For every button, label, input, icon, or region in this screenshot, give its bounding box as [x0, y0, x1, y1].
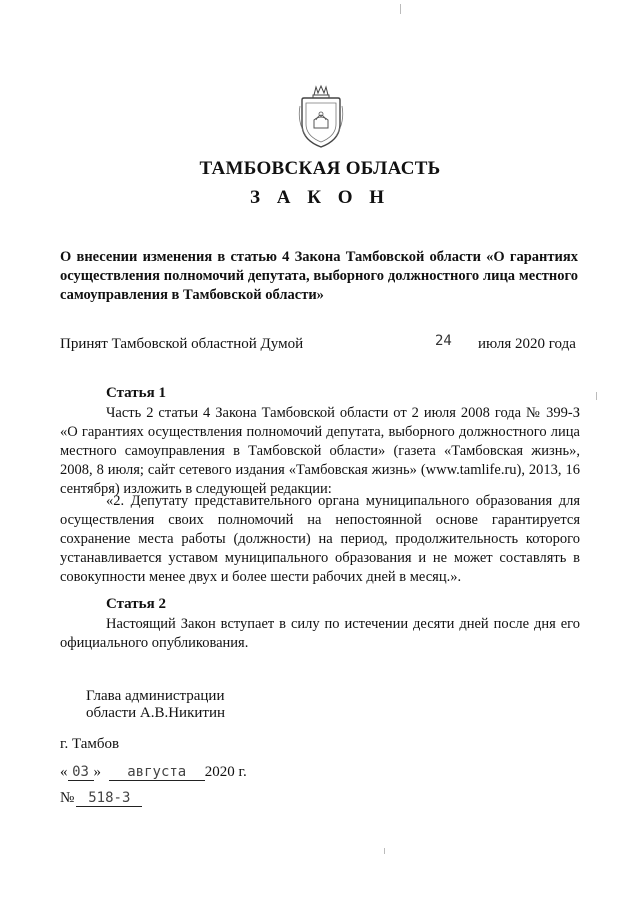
document-type-title: З А К О Н	[249, 187, 391, 208]
signature-line-1: Глава администрации	[86, 688, 225, 704]
coat-of-arms-icon	[296, 84, 346, 150]
article-1-paragraph-2: «2. Депутату представительного органа муниципального образования для осуществления своих полномочий на непостоянной основе гарантируется сохранение места работы (должности) на период, продолжительность которого устанавливается уставом муниципального образования и не может составлять в совокупности менее двух и более шести рабочих дней в месяц.».	[60, 493, 580, 585]
sign-date	[60, 764, 247, 781]
law-subject: О внесении изменения в статью 4 Закона Тамбовской области «О гарантиях осуществления полномочий депутата, выборного должностного лица местного самоуправления в Тамбовской области»	[60, 249, 578, 303]
date-open-quote: «	[60, 764, 68, 780]
date-close-quote: »	[93, 764, 101, 780]
number-value: 518-З	[76, 790, 142, 807]
signature-block	[86, 688, 225, 722]
sign-date-year: 2020 г.	[204, 764, 247, 780]
region-title: ТАМБОВСКАЯ ОБЛАСТЬ	[199, 158, 441, 179]
signature-line-2: области А.В.Никитин	[86, 705, 226, 721]
sign-date-month: августа	[109, 764, 205, 781]
scan-speck	[400, 4, 401, 14]
scan-speck	[596, 392, 597, 400]
law-number	[60, 790, 142, 807]
article-1-paragraph-1: Часть 2 статьи 4 Закона Тамбовской области от 2 июля 2008 года № 399-З «О гарантиях осуществления полномочий депутата, выборного должностного лица местного самоуправления в Тамбовской области» (газета «Тамбовская жизнь», 2008, 8 июля; сайт сетевого издания «Тамбовская жизнь» (www.tamlife.ru), 2013, 16 сентября) изложить в следующей редакции:	[60, 405, 580, 497]
article-2-title: Статья 2	[106, 596, 166, 612]
article-2-paragraph: Настоящий Закон вступает в силу по истечении десяти дней после дня его официального опубликования.	[60, 616, 580, 651]
adopted-text: Принят Тамбовской областной Думой	[60, 336, 304, 352]
city: г. Тамбов	[60, 736, 120, 752]
scan-speck	[384, 848, 385, 854]
number-label: №	[60, 790, 75, 806]
adopted-date: июля 2020 года	[478, 336, 576, 352]
article-1-title: Статья 1	[106, 385, 166, 401]
sign-date-day: 03	[68, 764, 94, 781]
adopted-day: 24	[435, 333, 452, 349]
